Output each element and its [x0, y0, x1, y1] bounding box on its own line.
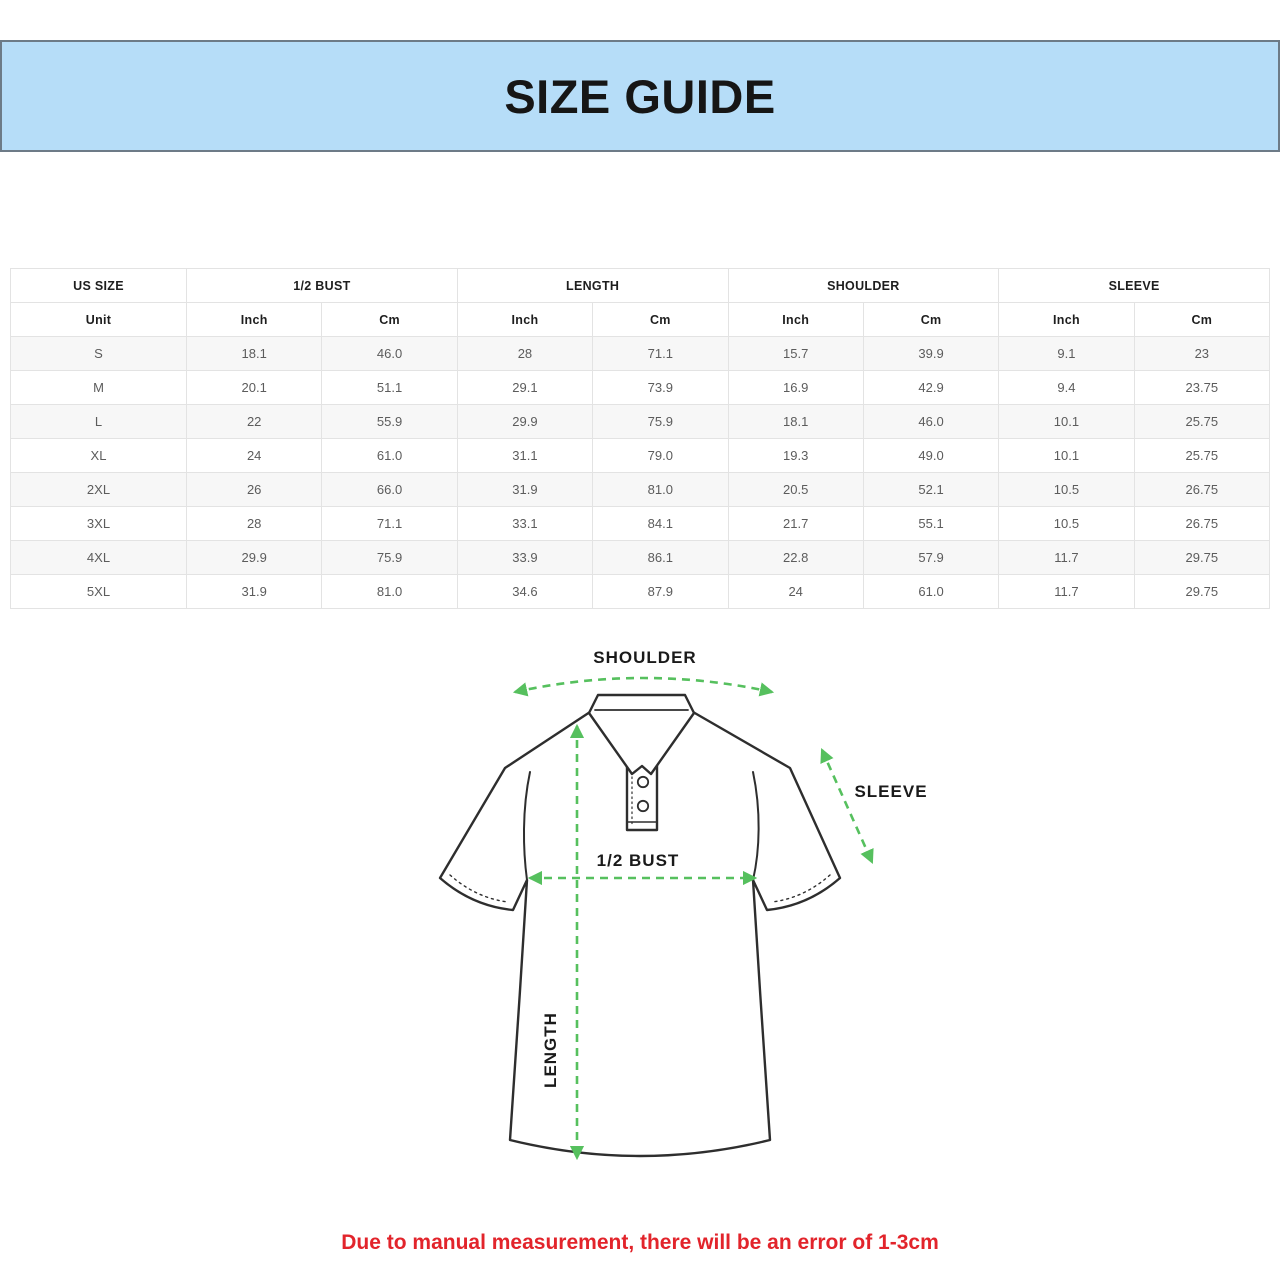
cell: 24 [187, 439, 322, 473]
cell: 51.1 [322, 371, 457, 405]
cell: 61.0 [863, 575, 998, 609]
table-row [11, 575, 1270, 609]
cell: 42.9 [863, 371, 998, 405]
size-label: M [11, 371, 187, 405]
cell: 39.9 [863, 337, 998, 371]
unit-inch: Inch [999, 303, 1134, 337]
col-header-shoulder: SHOULDER [728, 269, 999, 303]
shoulder-arrow [515, 678, 772, 692]
table-row [11, 371, 1270, 405]
shirt-outline [440, 695, 840, 1156]
table-row [11, 541, 1270, 575]
cell: 23 [1134, 337, 1269, 371]
table-row [11, 405, 1270, 439]
size-label: S [11, 337, 187, 371]
polo-shirt-illustration [360, 640, 940, 1200]
cell: 28 [457, 337, 592, 371]
cell: 81.0 [322, 575, 457, 609]
unit-inch: Inch [728, 303, 863, 337]
cell: 26.75 [1134, 507, 1269, 541]
cell: 20.1 [187, 371, 322, 405]
cell: 22.8 [728, 541, 863, 575]
cell: 46.0 [863, 405, 998, 439]
table-group-header-row [11, 269, 1270, 303]
cell: 46.0 [322, 337, 457, 371]
size-label: XL [11, 439, 187, 473]
cell: 21.7 [728, 507, 863, 541]
cell: 57.9 [863, 541, 998, 575]
cell: 31.9 [187, 575, 322, 609]
unit-cm: Cm [1134, 303, 1269, 337]
cell: 9.1 [999, 337, 1134, 371]
cell: 20.5 [728, 473, 863, 507]
shoulder-label: SHOULDER [593, 648, 697, 667]
cell: 15.7 [728, 337, 863, 371]
unit-inch: Inch [457, 303, 592, 337]
button [638, 801, 648, 811]
cell: 26 [187, 473, 322, 507]
cell: 11.7 [999, 575, 1134, 609]
cell: 79.0 [593, 439, 728, 473]
cell: 61.0 [322, 439, 457, 473]
cell: 49.0 [863, 439, 998, 473]
cell: 22 [187, 405, 322, 439]
cell: 10.1 [999, 405, 1134, 439]
unit-header: Unit [11, 303, 187, 337]
cell: 71.1 [593, 337, 728, 371]
table-row [11, 507, 1270, 541]
page-title: SIZE GUIDE [504, 69, 776, 123]
cell: 33.9 [457, 541, 592, 575]
cell: 18.1 [728, 405, 863, 439]
unit-cm: Cm [863, 303, 998, 337]
cell: 10.5 [999, 473, 1134, 507]
cell: 55.1 [863, 507, 998, 541]
cell: 66.0 [322, 473, 457, 507]
bust-label: 1/2 BUST [596, 851, 680, 870]
sleeve-label: SLEEVE [854, 782, 928, 801]
length-label: LENGTH [541, 1012, 560, 1088]
cell: 16.9 [728, 371, 863, 405]
button [638, 777, 648, 787]
cell: 26.75 [1134, 473, 1269, 507]
cell: 73.9 [593, 371, 728, 405]
measurement-error-note: Due to manual measurement, there will be an error of 1-3cm [341, 1231, 939, 1254]
cell: 55.9 [322, 405, 457, 439]
cell: 24 [728, 575, 863, 609]
cell: 29.75 [1134, 541, 1269, 575]
size-table [10, 268, 1270, 609]
size-diagram [360, 640, 940, 1200]
cell: 86.1 [593, 541, 728, 575]
cell: 29.9 [457, 405, 592, 439]
cell: 34.6 [457, 575, 592, 609]
cell: 9.4 [999, 371, 1134, 405]
cell: 52.1 [863, 473, 998, 507]
table-unit-header-row [11, 303, 1270, 337]
table-row [11, 337, 1270, 371]
unit-cm: Cm [593, 303, 728, 337]
col-header-bust: 1/2 BUST [187, 269, 458, 303]
cell: 84.1 [593, 507, 728, 541]
cell: 75.9 [322, 541, 457, 575]
cell: 28 [187, 507, 322, 541]
cell: 31.1 [457, 439, 592, 473]
unit-cm: Cm [322, 303, 457, 337]
cell: 75.9 [593, 405, 728, 439]
cell: 33.1 [457, 507, 592, 541]
size-label: 5XL [11, 575, 187, 609]
sleeve-arrow [822, 750, 872, 862]
size-label: 3XL [11, 507, 187, 541]
size-guide-banner [0, 40, 1280, 152]
size-label: L [11, 405, 187, 439]
cell: 11.7 [999, 541, 1134, 575]
cell: 25.75 [1134, 405, 1269, 439]
size-label: 4XL [11, 541, 187, 575]
unit-inch: Inch [187, 303, 322, 337]
table-row [11, 439, 1270, 473]
size-label: 2XL [11, 473, 187, 507]
col-header-sleeve: SLEEVE [999, 269, 1270, 303]
cell: 19.3 [728, 439, 863, 473]
cell: 23.75 [1134, 371, 1269, 405]
cell: 29.9 [187, 541, 322, 575]
col-header-us-size: US SIZE [11, 269, 187, 303]
cell: 29.1 [457, 371, 592, 405]
col-header-length: LENGTH [457, 269, 728, 303]
cell: 87.9 [593, 575, 728, 609]
cell: 81.0 [593, 473, 728, 507]
cell: 29.75 [1134, 575, 1269, 609]
table-row [11, 473, 1270, 507]
cell: 25.75 [1134, 439, 1269, 473]
cell: 10.5 [999, 507, 1134, 541]
cell: 18.1 [187, 337, 322, 371]
cell: 10.1 [999, 439, 1134, 473]
cell: 31.9 [457, 473, 592, 507]
cell: 71.1 [322, 507, 457, 541]
